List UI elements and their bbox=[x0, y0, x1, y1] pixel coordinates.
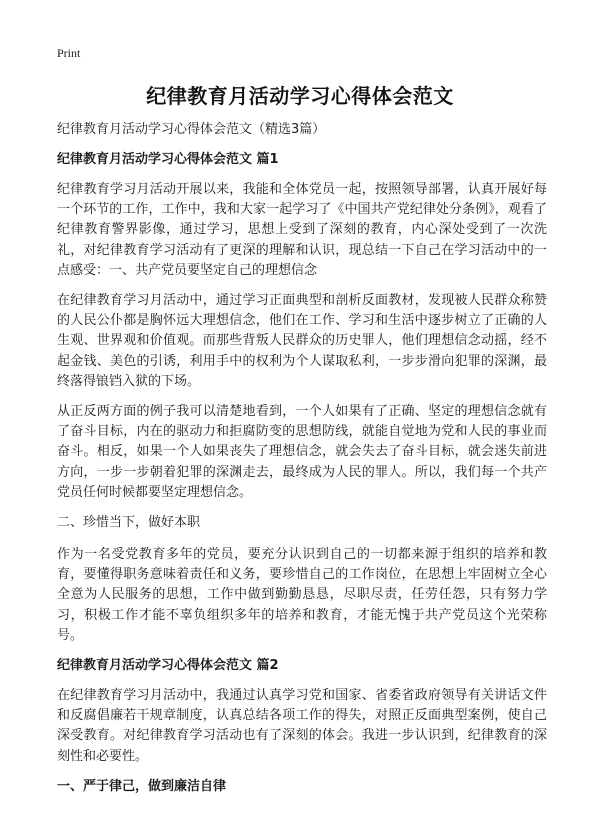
section-1-paragraph-4: 作为一名受党教育多年的党员，要充分认识到自己的一切都来源于组织的培养和教育，要懂得职务意味着责任和义务，要珍惜自己的工作岗位，在思想上牢固树立全心全意为人民服务的思想，工作中做到勤勤恳恳，尽职尽责，任劳任怨，只有努力学习，积极工作才能不辜负组织多年的培养和教育，才能无愧于共产党员这个光荣称号。 bbox=[57, 547, 547, 643]
page-title: 纪律教育月活动学习心得体会范文 bbox=[146, 84, 454, 108]
document-subtitle: 纪律教育月活动学习心得体会范文（精选3篇） bbox=[57, 122, 326, 137]
section-1-heading: 纪律教育月活动学习心得体会范文 篇1 bbox=[57, 152, 279, 167]
section-2-heading: 纪律教育月活动学习心得体会范文 篇2 bbox=[57, 658, 279, 674]
section-1-paragraph-3: 从正反两方面的例子我可以清楚地看到，一个人如果有了正确、坚定的理想信念就有了奋斗目标，内在的驱动力和拒腐防变的思想防线，就能自觉地为党和人民的事业而奋斗。相反，如果一个人如果丧失了理想信念，就会失去了奋斗目标，就会迷失前进方向，一步一步朝着犯罪的深渊走去，最终成为人民的罪人。所以，我们每一个共产党员任何时候都要坚定理想信念。 bbox=[57, 404, 547, 500]
section-2-subheading-1: 一、严于律己，做到廉洁自律 bbox=[57, 778, 227, 794]
section-1-paragraph-2: 在纪律教育学习月活动中，通过学习正面典型和剖析反面教材，发现被人民群众称赞的人民公仆都是胸怀远大理想信念，他们在工作、学习和生活中逐步树立了正确的人生观、世界观和价值观。而那些背叛人民群众的历史罪人，他们理想信念动摇，经不起金钱、美色的引诱，利用手中的权利为个人谋取私利，一步步滑向犯罪的深渊，最终落得锒铛入狱的下场。 bbox=[57, 293, 547, 389]
document-body bbox=[57, 120, 547, 807]
section-1-paragraph-1: 纪律教育学习月活动开展以来，我能和全体党员一起，按照领导部署，认真开展好每一个环节的工作，工作中，我和大家一起学习了《中国共产党纪律处分条例》，观看了纪律教育警界影像，通过学习，思想上受到了深刻的教育，内心深处受到了一次洗礼，对纪律教育学习活动有了更深的理解和认识，现总结一下自己在学习活动中的一点感受：一、共产党员要坚定自己的理想信念 bbox=[57, 182, 547, 278]
section-1-subheading-2: 二、珍惜当下，做好本职 bbox=[57, 515, 201, 531]
section-2-paragraph-1: 在纪律教育学习月活动中，我通过认真学习党和国家、省委省政府领导有关讲话文件和反腐倡廉若干规章制度，认真总结各项工作的得失，对照正反面典型案例，使自己深受教育。对纪律教育学习活动也有了深刻的体会。我进一步认识到，纪律教育的深刻性和必要性。 bbox=[57, 688, 547, 764]
print-label[interactable]: Print bbox=[57, 46, 81, 60]
